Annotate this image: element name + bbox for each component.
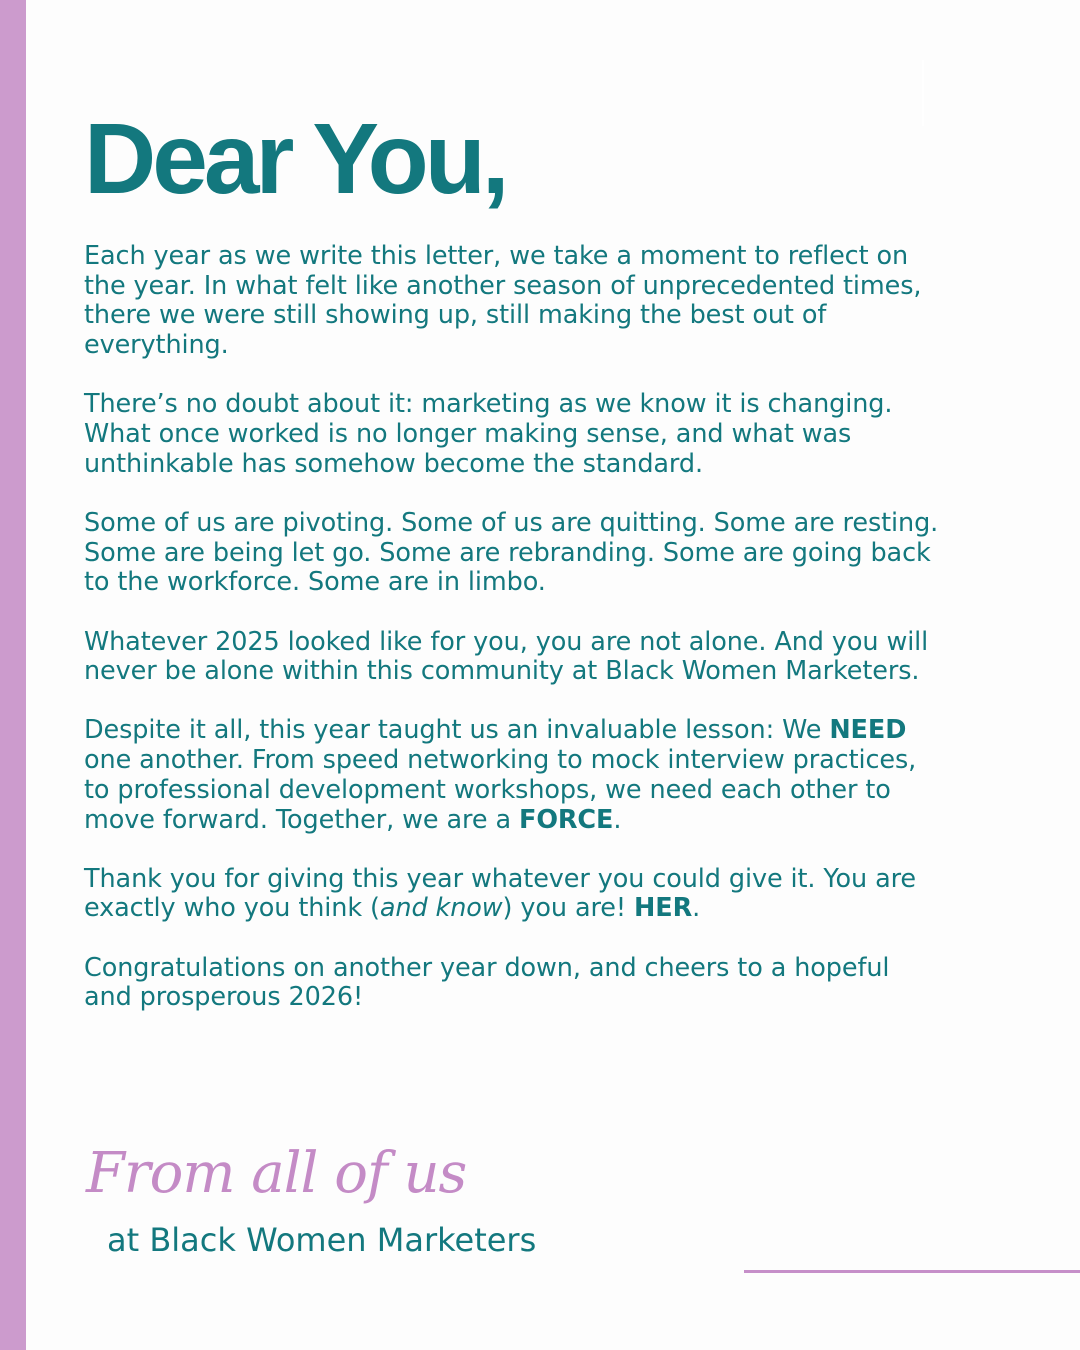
thanks-text-1: Thank you for giving this year whatever you could give it. You are exactly who you think ( [84, 863, 917, 924]
corner-divider-mark [922, 60, 924, 126]
thanks-emphasis-her: HER [634, 893, 693, 924]
thanks-text-3: . [692, 893, 701, 924]
paragraph-lesson [84, 716, 944, 835]
paragraph-thank-you [84, 865, 944, 924]
lesson-text-1: Despite it all, this year taught us an invaluable lesson: We [84, 715, 830, 746]
lesson-text-3: . [613, 804, 622, 835]
lesson-emphasis-need: NEED [829, 715, 907, 746]
paragraph-marketing-change: There’s no doubt about it: marketing as we know it is changing. What once worked is no longer making sense, and what was unthinkable has somehow become the standard. [84, 389, 893, 479]
signature-organization: at Black Women Marketers [107, 1221, 537, 1259]
thanks-text-2: ) you are! [502, 893, 635, 924]
paragraph-congratulations: Congratulations on another year down, and cheers to a hopeful and prosperous 2026! [84, 952, 890, 1013]
lesson-text-2: one another. From speed networking to mock interview practices, to professional development workshops, we need each other to move forward. Together, we are a [84, 745, 917, 835]
paragraph-transitions: Some of us are pivoting. Some of us are quitting. Some are resting. Some are being let go. Some are rebranding. Some are going back to the workforce. Some are in limbo. [84, 507, 939, 598]
paragraph-reflection: Each year as we write this letter, we take a moment to reflect on the year. In what felt like another season of unprecedented times, there we were still showing up, still making the best out of everything. [84, 241, 922, 361]
paragraph-not-alone: Whatever 2025 looked like for you, you are not alone. And you will never be alone within this community at Black Women Marketers. [84, 626, 929, 687]
letter-body [84, 242, 944, 1043]
bottom-accent-line [744, 1270, 1080, 1273]
signature-script: From all of us [86, 1141, 467, 1206]
left-accent-bar [0, 0, 26, 1350]
lesson-emphasis-force: FORCE [519, 804, 614, 835]
thanks-italic-and-know: and know [379, 893, 503, 924]
letter-heading: Dear You, [84, 103, 506, 215]
